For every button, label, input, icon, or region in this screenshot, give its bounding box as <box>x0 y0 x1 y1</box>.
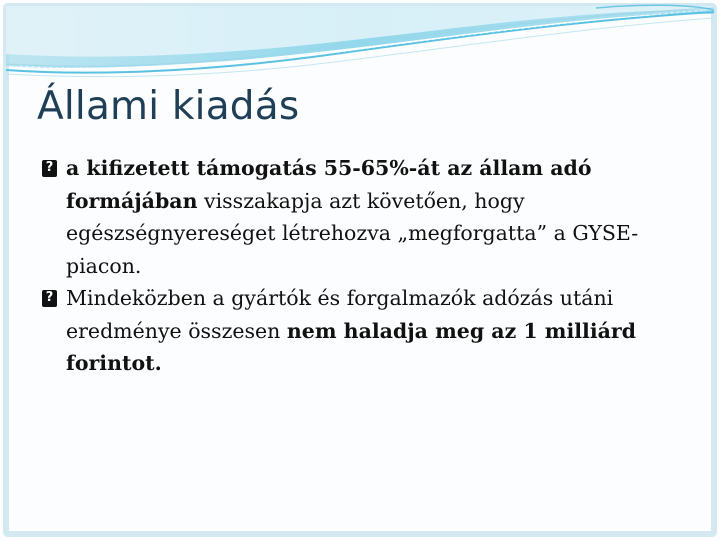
bullet-item <box>42 282 682 380</box>
bullet-item <box>42 152 682 282</box>
bullet-1-text: visszakapja azt követően, hogy egészségnyereséget létrehozva „megforgatta” a GYSE-piacon. <box>66 188 639 278</box>
slide-title: Állami kiadás <box>37 84 300 129</box>
unknown-glyph-icon <box>42 290 57 307</box>
bullet-2-bold-text: nem haladja meg az 1 milliárd forintot. <box>66 318 637 375</box>
bullet-1-bold-text: a kifizetett támogatás 55-65%-át az állam adó formájában <box>66 156 592 213</box>
unknown-glyph-icon <box>42 160 57 177</box>
bullet-2-text: Mindeközben a gyártók és forgalmazók adózás utáni eredménye összesen <box>66 286 614 343</box>
bullet-list <box>42 152 682 380</box>
